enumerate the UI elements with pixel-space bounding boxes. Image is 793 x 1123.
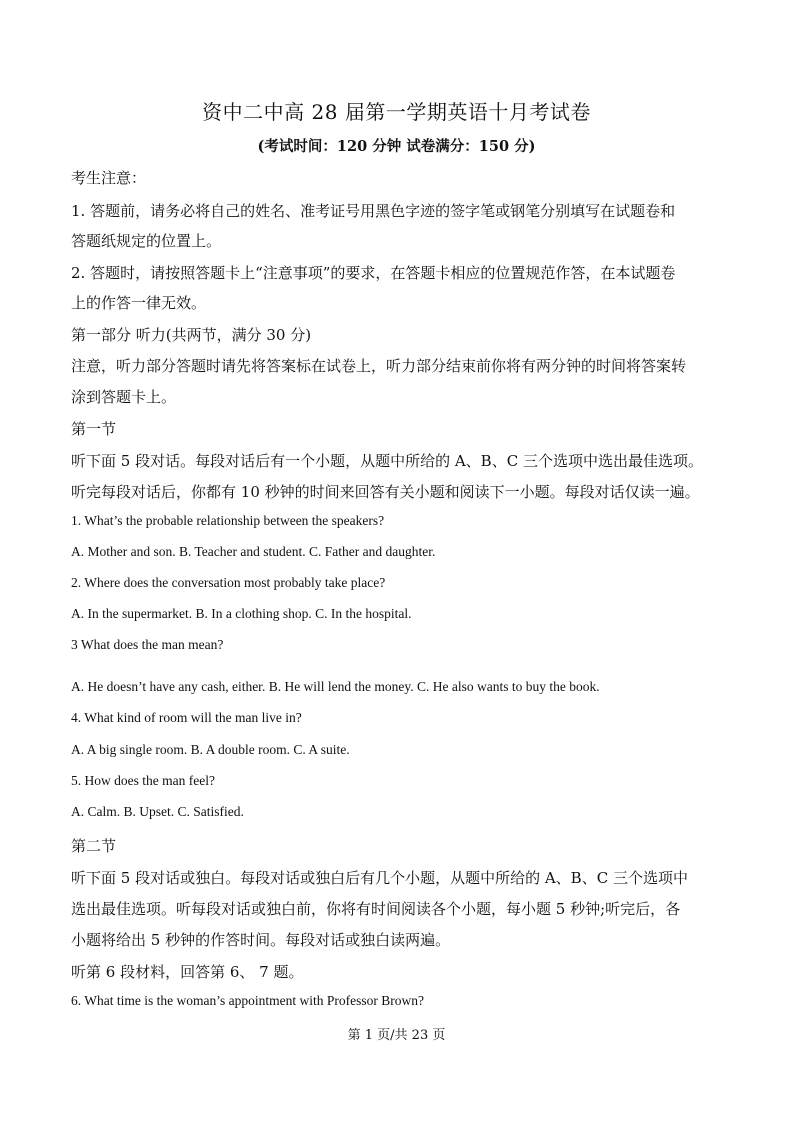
notice-heading: 考生注意：	[71, 169, 147, 187]
question-1: 1. What’s the probable relationship between the speakers?	[71, 513, 385, 528]
question-3: 3 What does the man mean?	[71, 637, 224, 652]
question-5-options: A. Calm. B. Upset. C. Satisfied.	[71, 804, 244, 819]
section2-instruction-line-2: 选出最佳选项。听每段对话或独白前，你将有时间阅读各个小题，每小题 5 秒钟;听完后，各	[71, 900, 681, 918]
notice-item-1-line-2: 答题纸规定的位置上。	[71, 232, 222, 250]
notice-item-2-line-2: 上的作答一律无效。	[71, 294, 207, 312]
section1-instruction-line-1: 听下面 5 段对话。每段对话后有一个小题，从题中所给的 A、B、C 三个选项中选出最佳选项。	[71, 452, 703, 470]
notice-item-1-line-1: 1. 答题前，请务必将自己的姓名、准考证号用黑色字迹的签字笔或钢笔分别填写在试题卷和	[71, 202, 676, 220]
question-2: 2. Where does the conversation most probably take place?	[71, 575, 386, 590]
question-2-options: A. In the supermarket. B. In a clothing shop. C. In the hospital.	[71, 606, 412, 621]
section1-heading: 第一节	[71, 420, 117, 438]
section2-heading: 第二节	[71, 837, 117, 855]
question-4-options: A. A big single room. B. A double room. C. A suite.	[71, 742, 350, 757]
notice-item-2-line-1: 2. 答题时，请按照答题卡上“注意事项”的要求，在答题卡相应的位置规范作答，在本试题卷	[71, 264, 676, 282]
question-3-options: A. He doesn’t have any cash, either. B. He will lend the money. C. He also wants to buy the book.	[71, 679, 600, 694]
part1-note-line-2: 涂到答题卡上。	[71, 388, 177, 406]
exam-subtitle: (考试时间：120 分钟 试卷满分：150 分)	[257, 138, 536, 155]
section2-instruction-line-3: 小题将给出 5 秒钟的作答时间。每段对话或独白读两遍。	[71, 931, 451, 949]
question-5: 5. How does the man feel?	[71, 773, 215, 788]
material-6-heading: 听第 6 段材料，回答第 6、 7 题。	[71, 963, 304, 981]
question-6: 6. What time is the woman’s appointment with Professor Brown?	[71, 993, 424, 1008]
exam-title: 资中二中高 28 届第一学期英语十月考试卷	[202, 100, 591, 124]
page-footer: 第 1 页/共 23 页	[347, 1028, 446, 1043]
part1-heading: 第一部分 听力(共两节，满分 30 分)	[71, 326, 312, 344]
question-1-options: A. Mother and son. B. Teacher and student. C. Father and daughter.	[71, 544, 436, 559]
section1-instruction-line-2: 听完每段对话后，你都有 10 秒钟的时间来回答有关小题和阅读下一小题。每段对话仅读一遍。	[71, 483, 700, 501]
question-4: 4. What kind of room will the man live in?	[71, 710, 302, 725]
section2-instruction-line-1: 听下面 5 段对话或独白。每段对话或独白后有几个小题，从题中所给的 A、B、C 三个选项中	[71, 869, 688, 887]
part1-note-line-1: 注意，听力部分答题时请先将答案标在试卷上，听力部分结束前你将有两分钟的时间将答案转	[71, 357, 687, 375]
